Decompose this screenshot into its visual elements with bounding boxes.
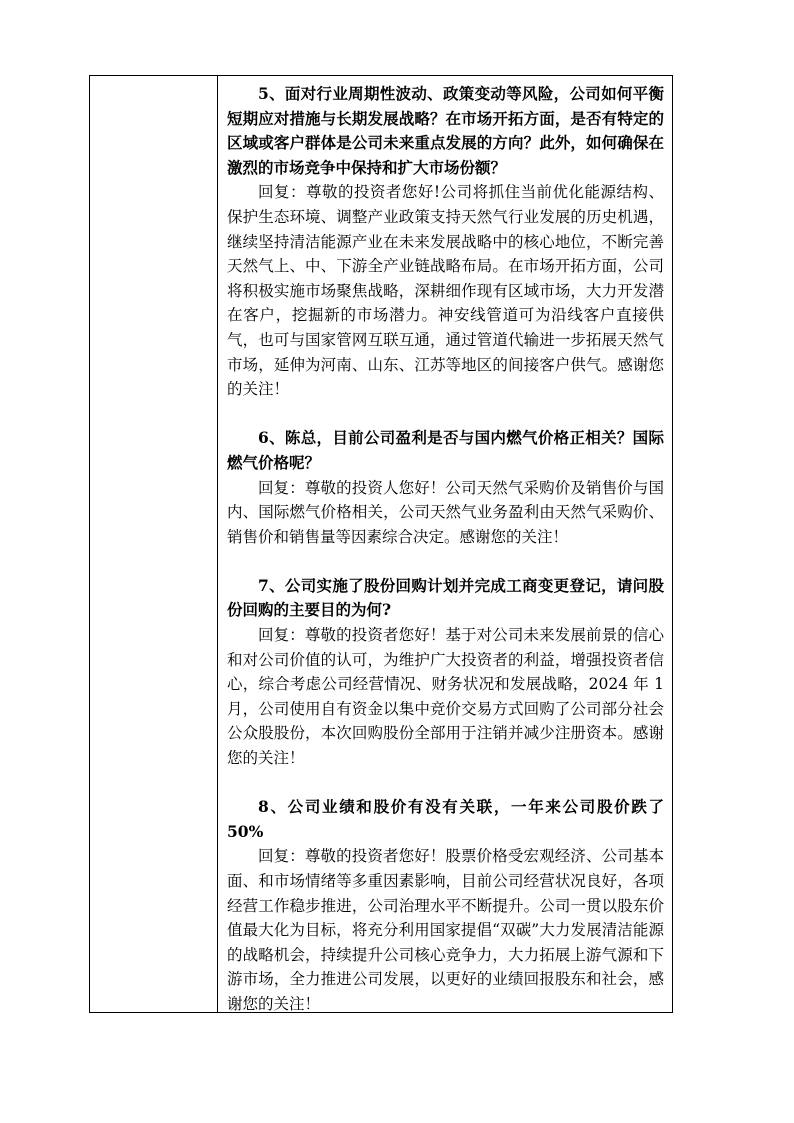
answer-7: 回复：尊敬的投资者您好！基于对公司未来发展前景的信心和对公司价值的认可，为维护广大投资者的利益，增强投资者信心，综合考虑公司经营情况、财务状况和发展战略，2024 年 1 月，公司使用自有资金以集中竞价交易方式回购了公司部分社会公众股股份，本次回购股份全部用于注销并减少注册资本。感谢您的关注！ <box>227 626 664 768</box>
qa-table <box>89 75 673 1013</box>
question-7: 7、公司实施了股份回购计划并完成工商变更登记，请问股份回购的主要目的为何? <box>227 575 664 620</box>
qa-item-6 <box>227 426 664 549</box>
answer-6: 回复：尊敬的投资人您好！公司天然气采购价及销售价与国内、国际燃气价格相关，公司天然气业务盈利由天然气采购价、销售价和销售量等因素综合决定。感谢您的关注！ <box>227 478 664 546</box>
question-5: 5、面对行业周期性波动、政策变动等风险，公司如何平衡短期应对措施与长期发展战略？在市场开拓方面，是否有特定的区域或客户群体是公司未来重点发展的方向？此外，如何确保在激烈的市场竞争中保持和扩大市场份额？ <box>227 84 664 177</box>
question-6: 6、陈总，目前公司盈利是否与国内燃气价格正相关？国际燃气价格呢？ <box>227 428 664 472</box>
answer-5: 回复：尊敬的投资者您好!公司将抓住当前优化能源结构、保护生态环境、调整产业政策支持天然气行业发展的历史机遇，继续坚持清洁能源产业在未来发展战略中的核心地位，不断完善天然气上、中、下游全产业链战略布局。在市场开拓方面，公司将积极实施市场聚焦战略，深耕细作现有区域市场，大力开发潜在客户，挖掘新的市场潜力。神安线管道可为沿线客户直接供气，也可与国家管网互联互通，通过管道代输进一步拓展天然气市场，延伸为河南、山东、江苏等地区的间接客户供气。感谢您的关注！ <box>227 183 664 399</box>
table-label-cell <box>90 76 218 1012</box>
table-content-cell <box>218 76 672 1012</box>
question-8: 8、公司业绩和股价有没有关联，一年来公司股价跌了 50% <box>227 797 664 841</box>
answer-8: 回复：尊敬的投资者您好！股票价格受宏观经济、公司基本面、和市场情绪等多重因素影响，目前公司经营状况良好，各项经营工作稳步推进，公司治理水平不断提升。公司一贯以股东价值最大化为目标，将充分利用国家提倡“双碳”大力发展清洁能源的战略机会，持续提升公司核心竞争力，大力拓展上游气源和下游市场，全力推进公司发展，以更好的业绩回报股东和社会，感谢您的关注！ <box>227 847 664 1013</box>
qa-item-7 <box>227 574 664 771</box>
qa-item-8 <box>227 795 664 1016</box>
qa-item-5 <box>227 82 664 402</box>
